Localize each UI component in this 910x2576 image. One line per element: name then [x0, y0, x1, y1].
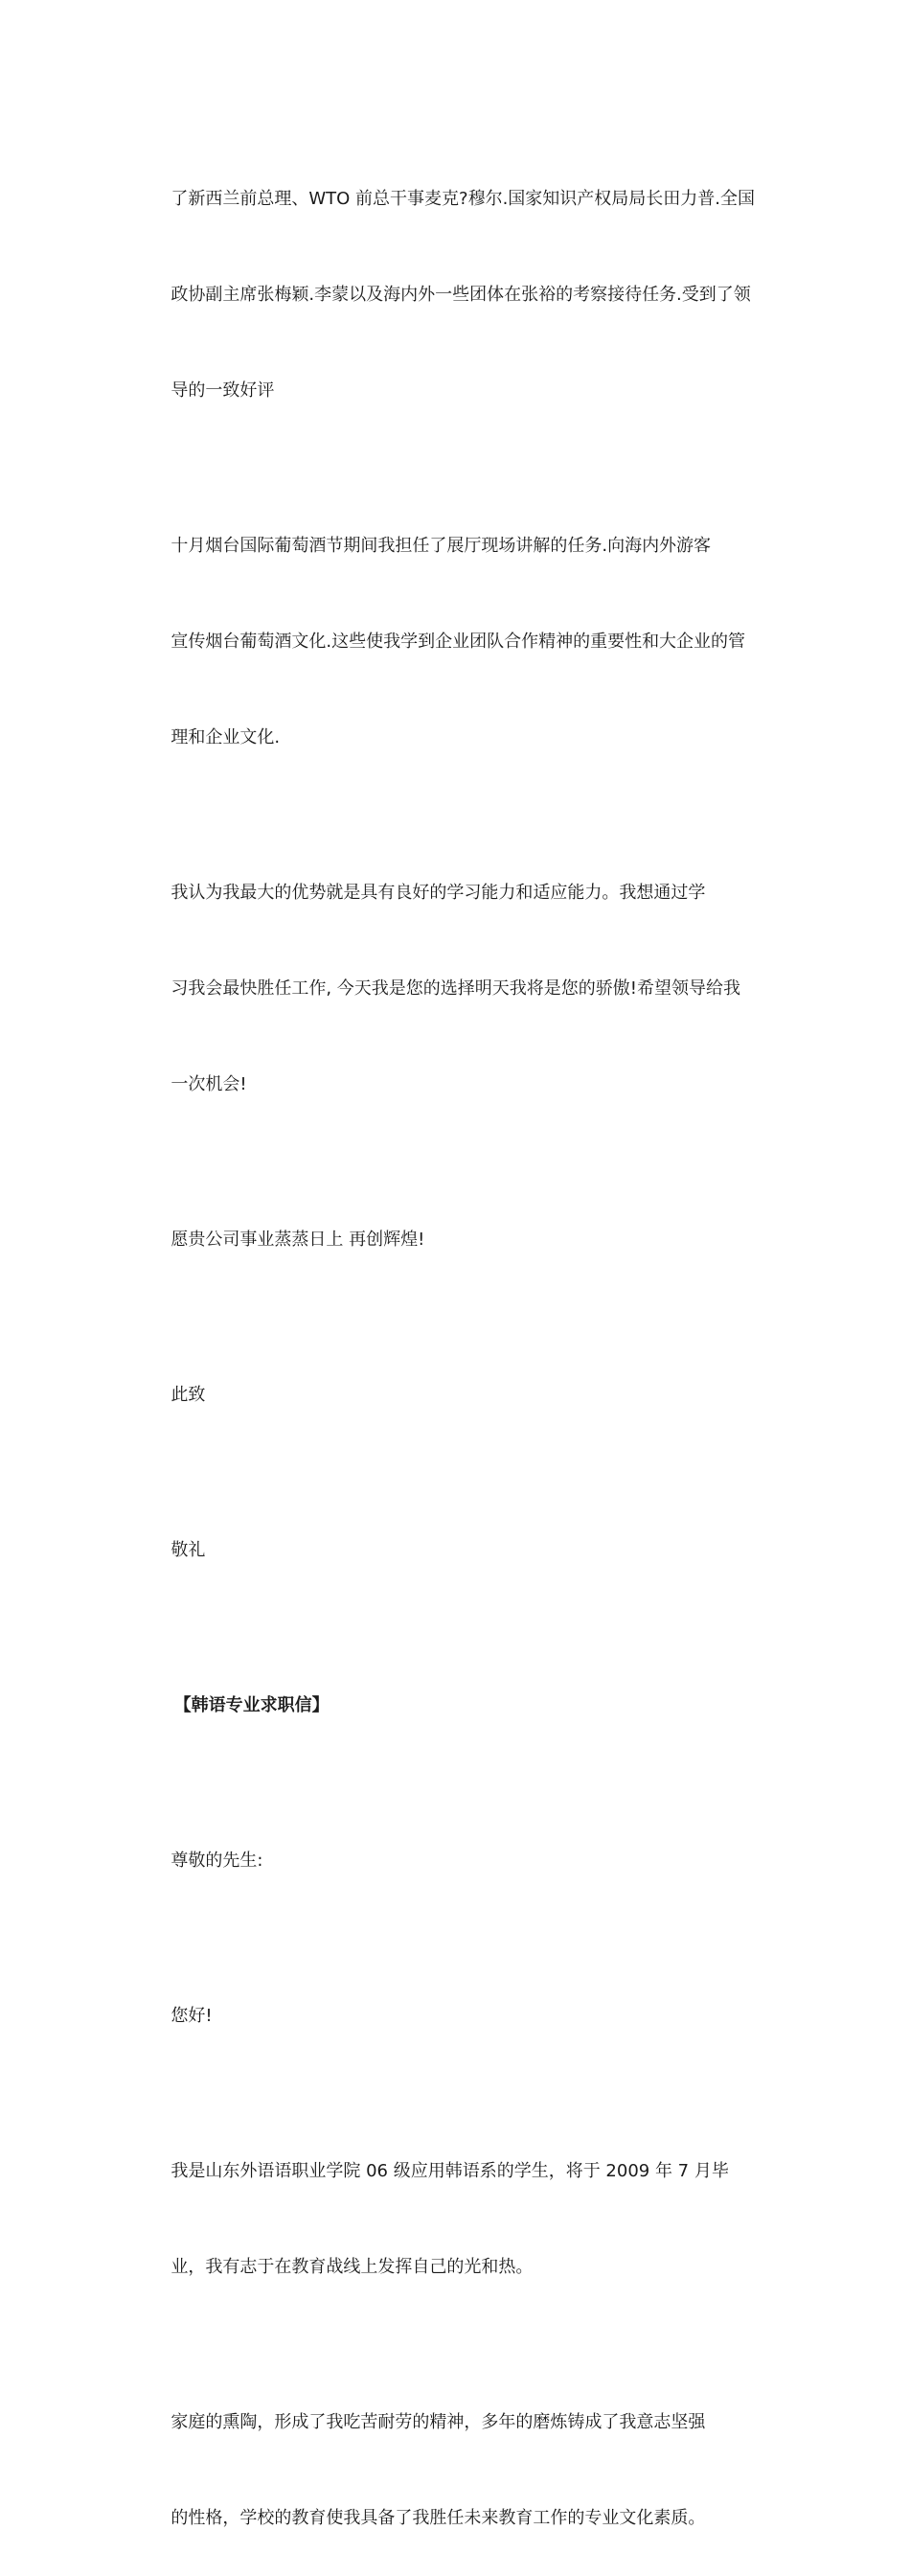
section-heading [138, 1634, 770, 1778]
closing-salutation [138, 1323, 770, 1467]
text-line: 家庭的熏陶，形成了我吃苦耐劳的精神，多年的磨炼铸成了我意志坚强 [171, 2412, 706, 2432]
paragraph-10 [138, 2100, 770, 2339]
paragraph-3 [138, 821, 770, 1157]
text-line: 习我会最快胜任工作, 今天我是您的选择明天我将是您的骄傲!希望领导给我 [171, 978, 740, 999]
text-line: 尊敬的先生: [171, 1851, 263, 1871]
paragraph-11 [138, 2351, 770, 2576]
closing-regards [138, 1479, 770, 1622]
text-line: 愿贵公司事业蒸蒸日上 再创辉煌! [171, 1230, 425, 1250]
text-line: 导的一致好评 [171, 380, 275, 401]
letter-greeting [138, 1789, 770, 1933]
letter-hello [138, 1944, 770, 2088]
heading-text: 【韩语专业求职信】 [173, 1695, 330, 1715]
text-line: 的性格，学校的教育使我具备了我胜任未来教育工作的专业文化素质。 [171, 2508, 706, 2528]
text-line: 宣传烟台葡萄酒文化.这些使我学到企业团队合作精神的重要性和大企业的管 [171, 632, 746, 652]
text-line: 敬礼 [171, 1540, 206, 1560]
text-line: 我是山东外语语职业学院 06 级应用韩语系的学生，将于 2009 年 7 月毕 [171, 2161, 729, 2181]
text-line: 十月烟台国际葡萄酒节期间我担任了展厅现场讲解的任务.向海内外游客 [171, 536, 712, 556]
text-line: 您好! [171, 2006, 213, 2026]
text-line: 我认为我最大的优势就是具有良好的学习能力和适应能力。我想通过学 [171, 883, 706, 903]
paragraph-1 [138, 127, 770, 463]
document-body [138, 127, 770, 2576]
text-line: 一次机会! [171, 1074, 247, 1094]
paragraph-4 [138, 1168, 770, 1312]
text-line: 了新西兰前总理、WTO 前总干事麦克?穆尔.国家知识产权局局长田力普.全国 [171, 189, 756, 209]
text-line: 政协副主席张梅颖.李蒙以及海内外一些团体在张裕的考察接待任务.受到了领 [171, 285, 751, 305]
text-line: 理和企业文化. [171, 727, 281, 748]
text-line: 业，我有志于在教育战线上发挥自己的光和热。 [171, 2257, 534, 2277]
paragraph-2 [138, 474, 770, 810]
text-line: 此致 [171, 1385, 206, 1405]
